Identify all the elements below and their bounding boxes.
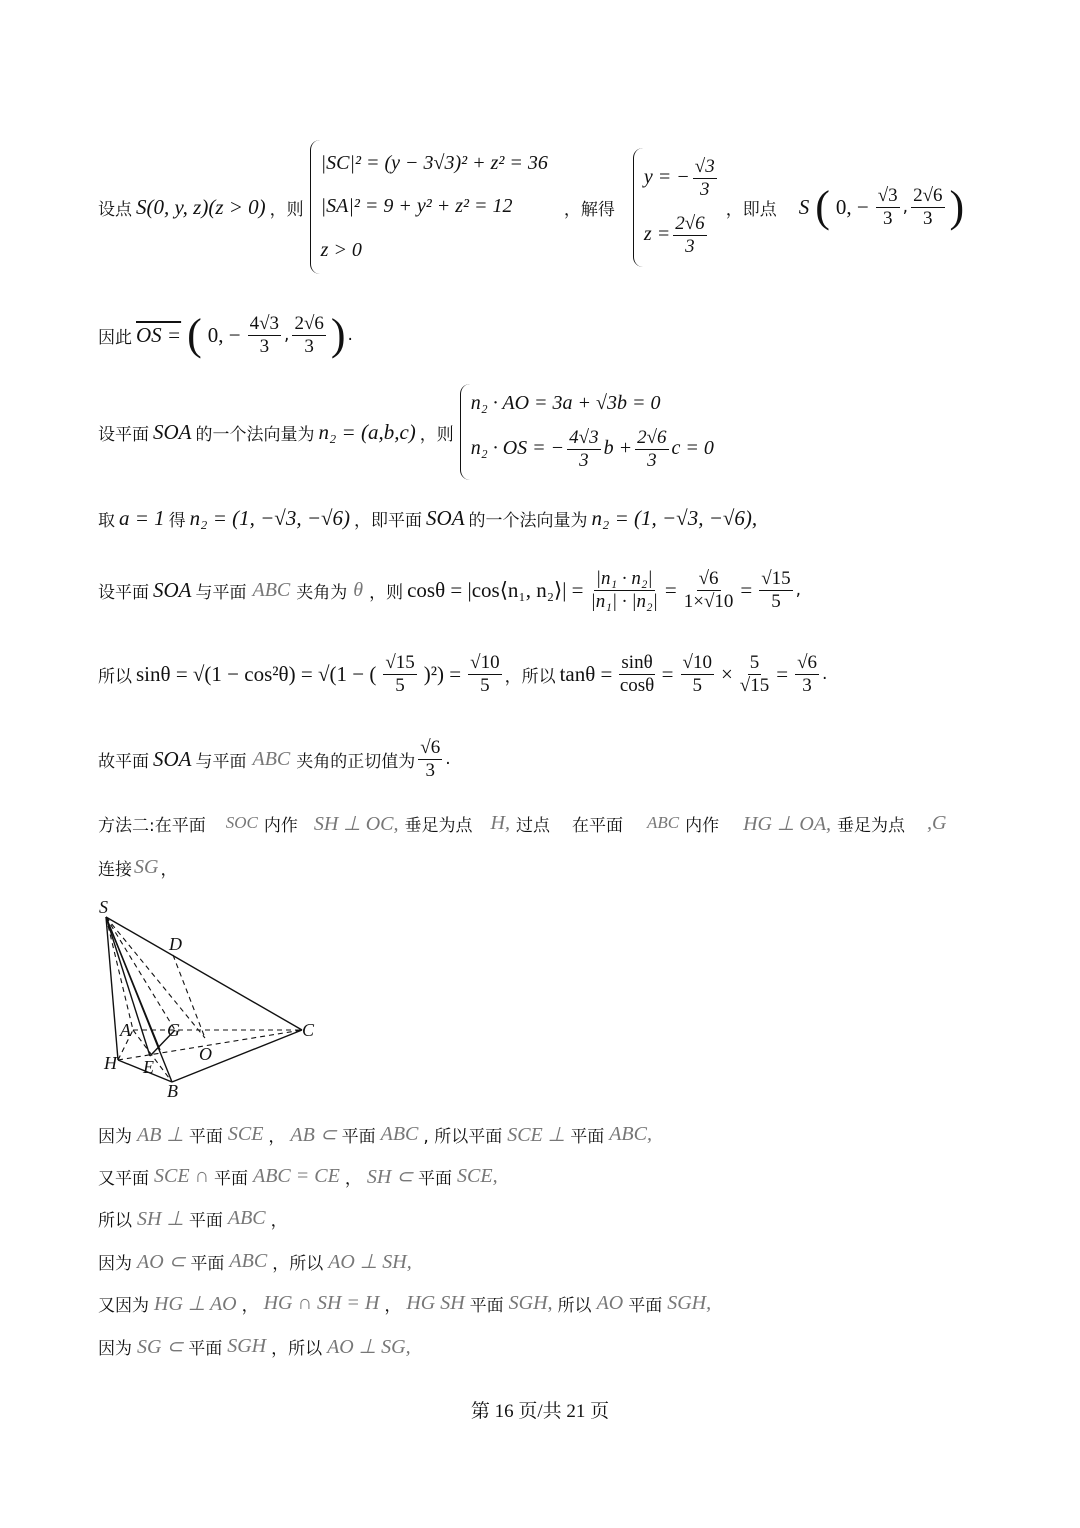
math: SGH,	[667, 1291, 712, 1314]
text: 与平面	[195, 582, 247, 603]
math: HG ∩ SH = H	[263, 1291, 380, 1314]
num: √10	[682, 651, 712, 673]
text: ，	[270, 1210, 288, 1231]
den: 3	[579, 450, 589, 472]
equation: z > 0	[320, 238, 362, 261]
proof-line	[98, 1289, 716, 1317]
text: 取	[98, 510, 115, 531]
text: 又因为	[98, 1295, 149, 1316]
math: H,	[490, 811, 510, 834]
paren: (	[187, 310, 202, 359]
line-take-a-1	[98, 500, 761, 536]
num: 2√6	[637, 427, 667, 449]
text: 所以	[98, 1210, 132, 1231]
equation: |SA|² = 9 + y² + z² = 12	[320, 195, 513, 218]
math: SCE ⊥	[507, 1123, 566, 1146]
math: AO ⊥ SG,	[327, 1335, 411, 1358]
num: √3	[877, 184, 898, 206]
den: 3	[923, 207, 933, 229]
math: AO ⊥ SH,	[328, 1250, 412, 1273]
den: 5	[771, 590, 781, 612]
den: 5	[395, 674, 405, 696]
math: =	[740, 577, 753, 602]
math: OS =	[136, 322, 182, 347]
den: 3	[259, 335, 270, 357]
text: 平面	[188, 1338, 223, 1359]
text: 平面	[341, 1126, 376, 1147]
paren: (	[815, 182, 830, 231]
proof-line	[98, 1204, 328, 1232]
text: 垂足为点	[404, 815, 473, 836]
math: b +	[603, 437, 633, 460]
text: 因为	[98, 1338, 132, 1359]
label-c: C	[302, 1020, 315, 1040]
den: 3	[802, 674, 812, 696]
den: |n₁| · |n₂|	[590, 590, 658, 612]
math: SOA	[426, 505, 465, 530]
math: ABC	[252, 578, 291, 601]
math: θ	[353, 578, 364, 601]
proof-line	[98, 1120, 657, 1148]
math: AB ⊥	[137, 1123, 184, 1146]
num: 5	[749, 651, 760, 673]
math: n₂ = (a,b,c)	[318, 419, 416, 444]
math: SH ⊥	[137, 1207, 184, 1230]
page-footer: 第 16 页/共 21 页	[470, 1401, 610, 1422]
label-a: A	[120, 1020, 131, 1040]
math: ABC	[646, 813, 680, 832]
math: sinθ = √(1 − cos²θ) = √(1 − (	[136, 661, 377, 686]
text: ，即平面	[354, 510, 423, 531]
math: =	[664, 577, 677, 602]
math: HG SH	[406, 1291, 465, 1314]
line-connect-sg	[98, 852, 177, 882]
text: 平面	[214, 1168, 248, 1189]
text: 的一个法向量为	[195, 424, 315, 445]
num: √3	[694, 155, 715, 177]
text: 因此	[98, 327, 132, 348]
text: 垂足为点	[837, 815, 906, 836]
label-b: B	[167, 1081, 178, 1100]
text: .	[347, 325, 353, 345]
line-set-point-s: 设点 S(0, y, z)(z > 0) ，则 |SC|² = (y − 3√3)² + z² = 36 |SA|² = 9 + y² + z² = 12 z > 0 ，解得 y = − $\frac{√3}{3}$ z = $\frac{2√6}{3}$ ，即点 S ( 0, − $\frac{√3}{3}$ , $\frac{2√6}{3}$ )	[98, 132, 966, 282]
text: ，则	[419, 424, 454, 445]
math: ABC,	[609, 1122, 652, 1145]
text: 平面	[190, 1253, 225, 1274]
num: 2√6	[675, 213, 705, 235]
num: √10	[470, 651, 500, 673]
text: 所以	[98, 666, 132, 687]
den: 3	[882, 207, 893, 229]
text: ，	[344, 1168, 362, 1189]
text: ，	[268, 1126, 286, 1147]
text: 在平面	[571, 815, 623, 836]
text: ，	[241, 1295, 259, 1316]
line-conclusion-tangent	[98, 728, 451, 790]
den: 3	[700, 178, 710, 200]
text: 故平面	[98, 751, 149, 772]
line-vector-os: 因此 OS = ( 0, − $\frac{4√3}{3}$ , $\frac{2√6}{3}$ ) .	[98, 310, 353, 359]
den: 3	[304, 335, 314, 357]
math: n₂ = (1, −√3, −√6),	[591, 505, 758, 530]
math: SH ⊂	[366, 1165, 414, 1188]
equation-system	[310, 140, 548, 274]
math: =	[776, 661, 789, 686]
math: =	[661, 661, 674, 686]
math: HG ⊥ AO	[154, 1292, 237, 1315]
math: SH ⊥ OC,	[313, 812, 399, 835]
num: 4√3	[569, 427, 599, 449]
math: c = 0	[671, 437, 714, 460]
math: SCE ∩	[154, 1164, 209, 1187]
math: S	[798, 194, 810, 219]
text: .	[445, 749, 451, 769]
text: 平面	[570, 1126, 605, 1147]
num: 2√6	[913, 184, 943, 206]
text: ，所以	[271, 1338, 323, 1359]
text: 平面	[418, 1168, 453, 1189]
math: tanθ =	[559, 661, 613, 686]
den: 5	[480, 674, 490, 696]
num: √6	[797, 651, 818, 673]
label-g: G	[167, 1020, 180, 1040]
den: 5	[692, 674, 702, 696]
num: sinθ	[621, 651, 653, 673]
edge-bc	[172, 1030, 302, 1082]
text: .	[822, 664, 828, 684]
math: n₂ · OS = −	[470, 437, 565, 460]
line-normal-vector-n2	[98, 382, 720, 482]
text: 夹角为	[296, 582, 348, 603]
math: )²) =	[423, 661, 462, 686]
text: 平面	[628, 1295, 663, 1316]
math: AO ⊂	[137, 1250, 186, 1273]
text: ，	[160, 859, 178, 880]
text: 得	[168, 510, 186, 531]
text: ，则	[269, 199, 304, 220]
text: 平面	[469, 1295, 504, 1316]
text: 的一个法向量为	[468, 510, 588, 531]
den: 3	[685, 236, 695, 258]
den: cosθ	[619, 674, 655, 696]
num: √6	[698, 567, 719, 589]
math: ABC	[380, 1122, 419, 1145]
num: √15	[761, 567, 791, 589]
math: SOA	[153, 746, 192, 771]
math: y = −	[643, 165, 690, 188]
math: SGH	[227, 1334, 267, 1357]
text: 因为	[98, 1253, 132, 1274]
math: S(0, y, z)(z > 0)	[136, 194, 266, 219]
text: 过点	[515, 815, 550, 836]
text: 夹角的正切值为	[296, 751, 416, 772]
paren: )	[330, 310, 346, 359]
math: n₂ = (1, −√3, −√6)	[189, 505, 351, 530]
math: ABC	[252, 747, 291, 770]
text: 内作	[263, 815, 298, 836]
math: ×	[720, 661, 733, 686]
math: SG	[134, 855, 159, 878]
text: , 所以平面	[423, 1126, 503, 1147]
edge-sh	[106, 917, 118, 1060]
math: ABC	[227, 1206, 266, 1229]
num: √15	[385, 651, 415, 673]
math: 0, −	[207, 322, 241, 347]
equation-system	[460, 384, 714, 480]
math: ABC = CE	[253, 1164, 340, 1187]
edge-sg	[106, 917, 175, 1030]
math: SCE	[227, 1122, 264, 1145]
math: SGH,	[508, 1291, 553, 1314]
math: SCE,	[457, 1164, 498, 1187]
num: 2√6	[294, 312, 324, 334]
pyramid-figure	[95, 890, 335, 1100]
text: ，则	[369, 582, 404, 603]
label-e: E	[143, 1057, 154, 1077]
math: SG ⊂	[137, 1335, 184, 1358]
text: 所以	[557, 1295, 592, 1316]
edge-sc	[106, 917, 302, 1030]
math: cosθ = |cos⟨n₁, n₂⟩| =	[407, 577, 584, 602]
math: SOA	[153, 577, 192, 602]
math: 0, −	[835, 194, 869, 219]
text: ，	[384, 1295, 402, 1316]
text: 连接	[98, 859, 132, 880]
math: ,G	[927, 811, 947, 834]
den: √15	[739, 674, 770, 696]
text: 设点	[98, 199, 132, 220]
math: AB ⊂	[290, 1123, 337, 1146]
equation: |SC|² = (y − 3√3)² + z² = 36	[320, 152, 548, 175]
text: 平面	[188, 1126, 223, 1147]
text: 设平面	[98, 582, 149, 603]
label-s: S	[99, 897, 108, 917]
label-h: H	[104, 1053, 117, 1073]
line-cos-theta	[98, 555, 801, 625]
solution-system	[633, 148, 720, 267]
math: a = 1	[119, 505, 165, 530]
line-method-two	[98, 808, 953, 838]
proof-line	[98, 1332, 446, 1360]
text: ，所以	[272, 1253, 324, 1274]
text: 方法二:在平面	[98, 815, 206, 836]
math: z =	[643, 223, 671, 246]
text: 因为	[98, 1126, 132, 1147]
text: ，解得	[563, 199, 615, 220]
text: 与平面	[195, 751, 247, 772]
equation: n₂ · AO = 3a + √3b = 0	[470, 392, 661, 415]
paren: )	[949, 182, 965, 231]
den: 3	[425, 759, 435, 781]
line-sin-tan-theta	[98, 638, 827, 710]
proof-line	[98, 1247, 447, 1275]
text: 又平面	[98, 1168, 149, 1189]
label-o: O	[199, 1044, 212, 1064]
math: AO	[596, 1291, 624, 1314]
den: 1×√10	[683, 590, 734, 612]
text: 平面	[188, 1210, 223, 1231]
math: SOC	[225, 813, 258, 832]
text: ,	[795, 580, 802, 600]
math: HG ⊥ OA,	[743, 812, 832, 835]
den: 3	[647, 450, 657, 472]
num: √6	[420, 736, 441, 758]
num: |n₁ · n₂|	[595, 567, 653, 589]
text: 内作	[685, 815, 720, 836]
math: SOA	[153, 419, 192, 444]
proof-line	[98, 1162, 523, 1190]
math: ABC	[229, 1249, 268, 1272]
num: 4√3	[249, 312, 280, 334]
text: ，所以	[504, 666, 556, 687]
label-d: D	[169, 934, 182, 954]
text: ，即点	[725, 199, 777, 220]
text: 设平面	[98, 424, 149, 445]
